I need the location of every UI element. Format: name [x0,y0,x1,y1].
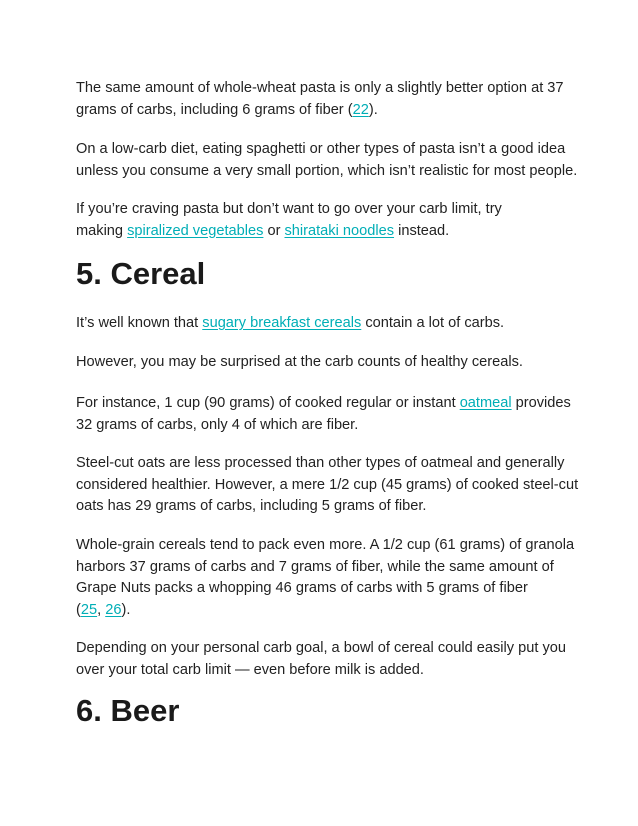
text-line: Whole-grain cereals tend to pack even more. A 1/2 cup (61 grams) of granola [76,537,575,553]
paragraph-steel-cut-oats [76,453,579,518]
sugary-breakfast-cereals-link[interactable]: sugary breakfast cereals [202,315,362,331]
section-heading-beer: 6. Beer [76,693,180,728]
text-line: However, you may be surprised at the carb counts of healthy cereals. [76,354,523,370]
text-line [76,600,576,622]
text-segment: It’s well known that [76,315,203,331]
shirataki-noodles-link[interactable]: shirataki noodles [284,222,395,239]
citation-link-22[interactable]: 22 [352,101,369,118]
text-line: considered healthier. However, a mere 1/2 cup (45 grams) of cooked steel-cut [76,476,579,493]
oatmeal-link[interactable]: oatmeal [459,395,512,411]
text-segment: ). [121,601,131,618]
text-line: unless you consume a very small portion, which isn’t realistic for most people. [76,162,578,179]
text-line: If you’re craving pasta but don’t want to go over your carb limit, try [76,201,502,217]
text-segment: provides [511,395,571,411]
text-line [76,221,576,243]
citation-link-25[interactable]: 25 [80,601,98,618]
text-segment: For instance, 1 cup (90 grams) of cooked regular or instant [76,395,460,411]
text-line: On a low-carb diet, eating spaghetti or other types of pasta isn’t a good idea [76,141,566,157]
text-segment: ). [368,101,378,118]
text-segment: contain a lot of carbs. [361,315,505,331]
section-heading-cereal: 5. Cereal [76,256,206,291]
paragraph-craving-pasta [76,199,576,242]
text-segment: making [76,222,128,239]
text-line: Depending on your personal carb goal, a bowl of cereal could easily put you [76,640,567,656]
text-line: oats has 29 grams of carbs, including 5 grams of fiber. [76,498,427,515]
paragraph-healthy-cereals [76,352,576,374]
paragraph-pasta-whole-wheat [76,78,576,121]
paragraph-whole-grain-cereals [76,535,576,621]
citation-link-26[interactable]: 26 [105,601,122,618]
text-line: Steel-cut oats are less processed than other types of oatmeal and generally [76,455,565,471]
text-line: Grape Nuts packs a whopping 46 grams of carbs with 5 grams of fiber [76,580,528,597]
text-line [76,100,576,122]
text-segment: instead. [394,222,450,239]
text-line: over your total carb limit — even before milk is added. [76,661,424,678]
spiralized-vegetables-link[interactable]: spiralized vegetables [127,222,264,239]
text-line [76,313,576,335]
paragraph-oatmeal [76,393,576,436]
text-segment: ( [76,601,81,618]
text-segment: grams of carbs, including 6 grams of fiber ( [76,101,353,118]
text-line: The same amount of whole-wheat pasta is only a slightly better option at 37 [76,80,564,96]
text-line [76,393,576,415]
text-segment: or [263,222,285,239]
paragraph-sugary-cereals [76,313,576,335]
text-line: 32 grams of carbs, only 4 of which are fiber. [76,416,359,433]
paragraph-carb-goal [76,638,576,681]
text-segment: , [97,601,106,618]
text-line: harbors 37 grams of carbs and 7 grams of fiber, while the same amount of [76,558,554,575]
paragraph-low-carb-pasta [76,139,576,182]
